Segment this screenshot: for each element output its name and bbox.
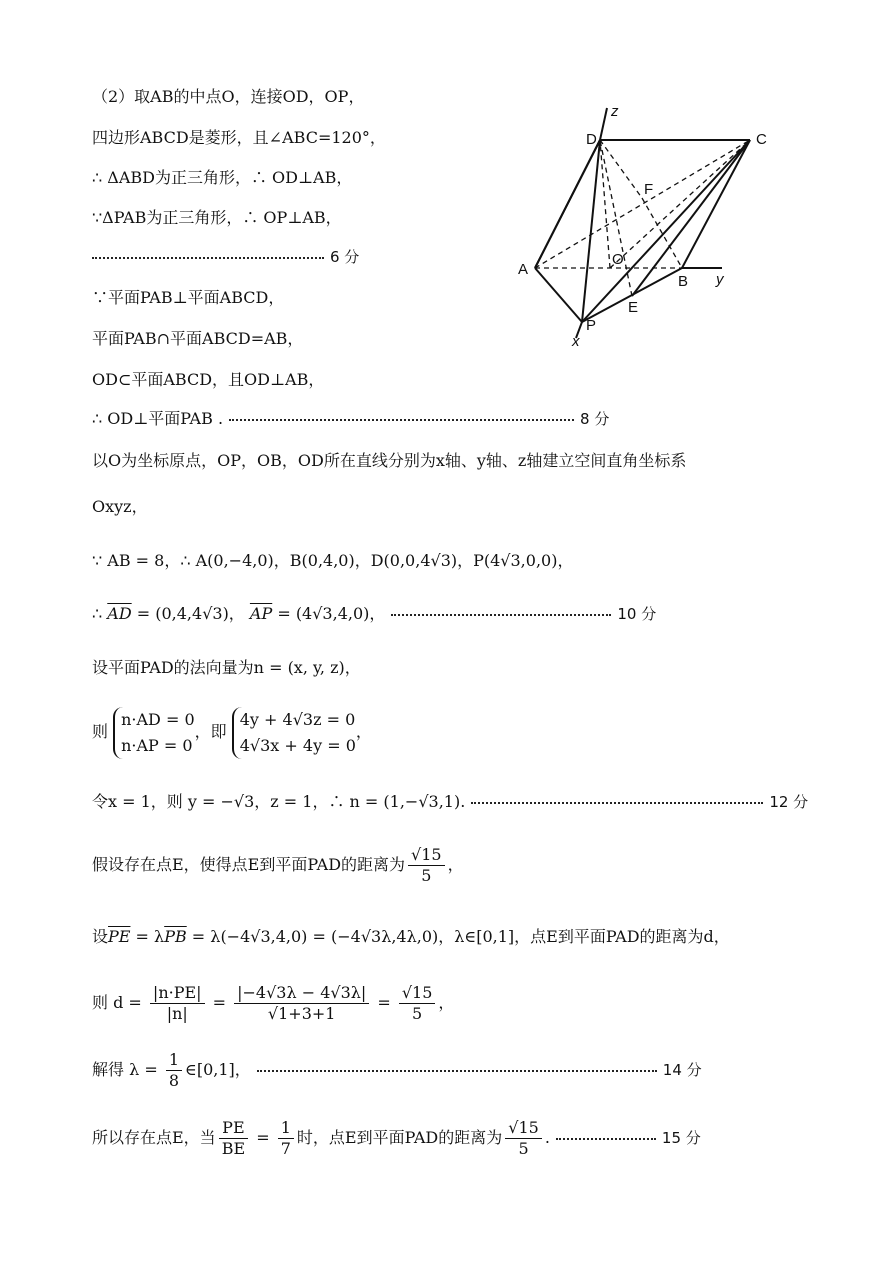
line-17 [92, 843, 464, 887]
line-14: 设平面PAD的法向量为n = (x, y, z)， [92, 658, 361, 677]
line-13 [92, 603, 656, 625]
denominator: BE [221, 1139, 246, 1158]
equation: 4y + 4√3z = 0 [239, 709, 356, 729]
label-e: E [628, 299, 639, 316]
equation: 4√3x + 4y = 0 [239, 735, 356, 755]
line-21-text: 所以存在点E，当 [92, 1128, 216, 1147]
line-11: Oxyz， [92, 497, 148, 516]
label-c: C [756, 131, 767, 148]
line-9 [92, 408, 609, 430]
edge-ec [632, 140, 750, 296]
line-18-text: = λ(−4√3,4,0) = (−4√3λ,4λ,0)，λ∈[0,1]，点E到平面PAD的距离为d， [186, 927, 730, 946]
then-label: 则 [92, 722, 109, 741]
equation: n·AD = 0 [121, 709, 195, 729]
denominator: 8 [168, 1071, 179, 1090]
denominator: 5 [518, 1139, 529, 1158]
label-p: P [586, 317, 597, 334]
numerator: √15 [399, 983, 436, 1004]
vector-ap-value: = (4√3,4,0)， [272, 604, 386, 623]
label-a: A [518, 261, 529, 278]
score-leader [556, 1138, 656, 1140]
dashed-od [600, 140, 610, 268]
label-o: O [612, 251, 624, 268]
vector-ad-value: = (0,4,4√3)， [131, 604, 250, 623]
line-16-text: 令x = 1，则 y = −√3，z = 1，∴ n = (1,−√3,1). [92, 792, 466, 811]
denominator: 5 [412, 1004, 423, 1023]
line-21-text: 时，点E到平面PAD的距离为 [296, 1128, 503, 1147]
numerator: √15 [408, 845, 445, 866]
line-21 [92, 1114, 701, 1162]
fraction [234, 983, 369, 1024]
denominator: 5 [421, 866, 432, 885]
score-6: 6 分 [330, 248, 360, 266]
line-2: 四边形ABCD是菱形，且∠ABC=120°， [92, 128, 386, 147]
line-1: （2）取AB的中点O，连接OD，OP， [92, 87, 365, 106]
vector-pe: $\overline{PE}$ [108, 927, 131, 946]
label-d: D [586, 131, 597, 148]
equation: n·AP = 0 [121, 735, 193, 755]
score-leader [471, 802, 763, 804]
line-10: 以O为坐标原点，OP，OB，OD所在直线分别为x轴、y轴、z轴建立空间直角坐标系 [92, 451, 687, 470]
punct: ， [355, 722, 372, 741]
lambda: = λ [130, 927, 165, 946]
line-6: ∵平面PAB⊥平面ABCD， [92, 288, 285, 307]
line-5 [92, 246, 359, 268]
line-3: ∴ ΔABD为正三角形，∴ OD⊥AB， [92, 168, 353, 187]
score-leader [92, 257, 324, 259]
label-x: x [572, 333, 580, 350]
namely-label: ，即 [194, 722, 227, 741]
numerator: PE [219, 1118, 247, 1139]
equals: = [207, 993, 232, 1012]
numerator: √15 [505, 1118, 542, 1139]
equation-system-1 [113, 707, 195, 759]
equation-system-2 [232, 707, 356, 759]
line-20 [92, 1046, 702, 1094]
line-9-text: ∴ OD⊥平面PAB . [92, 409, 224, 428]
solve-label: 解得 λ = [92, 1060, 163, 1079]
label-f: F [644, 181, 654, 198]
denominator: √1+3+1 [267, 1004, 336, 1023]
denominator: 7 [280, 1139, 291, 1158]
fraction [278, 1118, 294, 1159]
fraction [150, 983, 205, 1024]
numerator: 1 [278, 1118, 294, 1139]
vector-ap: $\overline{AP}$ [249, 604, 273, 623]
line-20-text: ∈[0,1]， [185, 1060, 251, 1079]
edge-ap [535, 268, 582, 322]
label-y: y [716, 271, 724, 288]
score-15: 15 分 [661, 1129, 701, 1147]
score-leader [229, 419, 574, 421]
line-17-text: 假设存在点E，使得点E到平面PAD的距离为 [92, 855, 406, 874]
fraction [399, 983, 436, 1024]
fraction [166, 1050, 182, 1091]
fraction [219, 1118, 248, 1159]
score-leader [257, 1070, 657, 1072]
axis-z [600, 108, 607, 140]
line-7: 平面PAB∩平面ABCD=AB， [92, 329, 304, 348]
numerator: 1 [166, 1050, 182, 1071]
label-z: z [611, 103, 619, 120]
vector-ad: $\overline{AD}$ [107, 604, 132, 623]
line-18 [92, 926, 730, 948]
line-4: ∵ΔPAB为正三角形，∴ OP⊥AB， [92, 208, 342, 227]
line-8: OD⊂平面ABCD，且OD⊥AB， [92, 370, 325, 389]
line-15 [92, 702, 372, 762]
let-label: 设 [92, 927, 109, 946]
score-12: 12 分 [769, 793, 809, 811]
score-leader [391, 614, 611, 616]
score-14: 14 分 [662, 1061, 702, 1079]
vector-pb: $\overline{PB}$ [164, 927, 187, 946]
then-d: 则 d = [92, 993, 147, 1012]
equals: = [372, 993, 396, 1012]
punct: . [544, 1128, 550, 1147]
line-19 [92, 970, 454, 1036]
punct: ， [447, 855, 464, 874]
therefore: ∴ [92, 604, 108, 623]
score-10: 10 分 [617, 605, 657, 623]
equals: = [251, 1128, 275, 1147]
geometry-diagram [510, 100, 780, 350]
line-16 [92, 791, 808, 813]
line-12: ∵ AB = 8，∴ A(0,−4,0)，B(0,4,0)，D(0,0,4√3)，P(4√3,0,0)， [92, 551, 574, 570]
fraction [505, 1118, 542, 1159]
label-b: B [678, 273, 689, 290]
dashed-oc [610, 140, 750, 268]
numerator: |−4√3λ − 4√3λ| [234, 983, 369, 1004]
numerator: |n·PE| [150, 983, 205, 1004]
punct: ， [438, 993, 455, 1012]
score-8: 8 分 [580, 410, 610, 428]
denominator: |n| [166, 1004, 188, 1023]
fraction [408, 845, 445, 886]
